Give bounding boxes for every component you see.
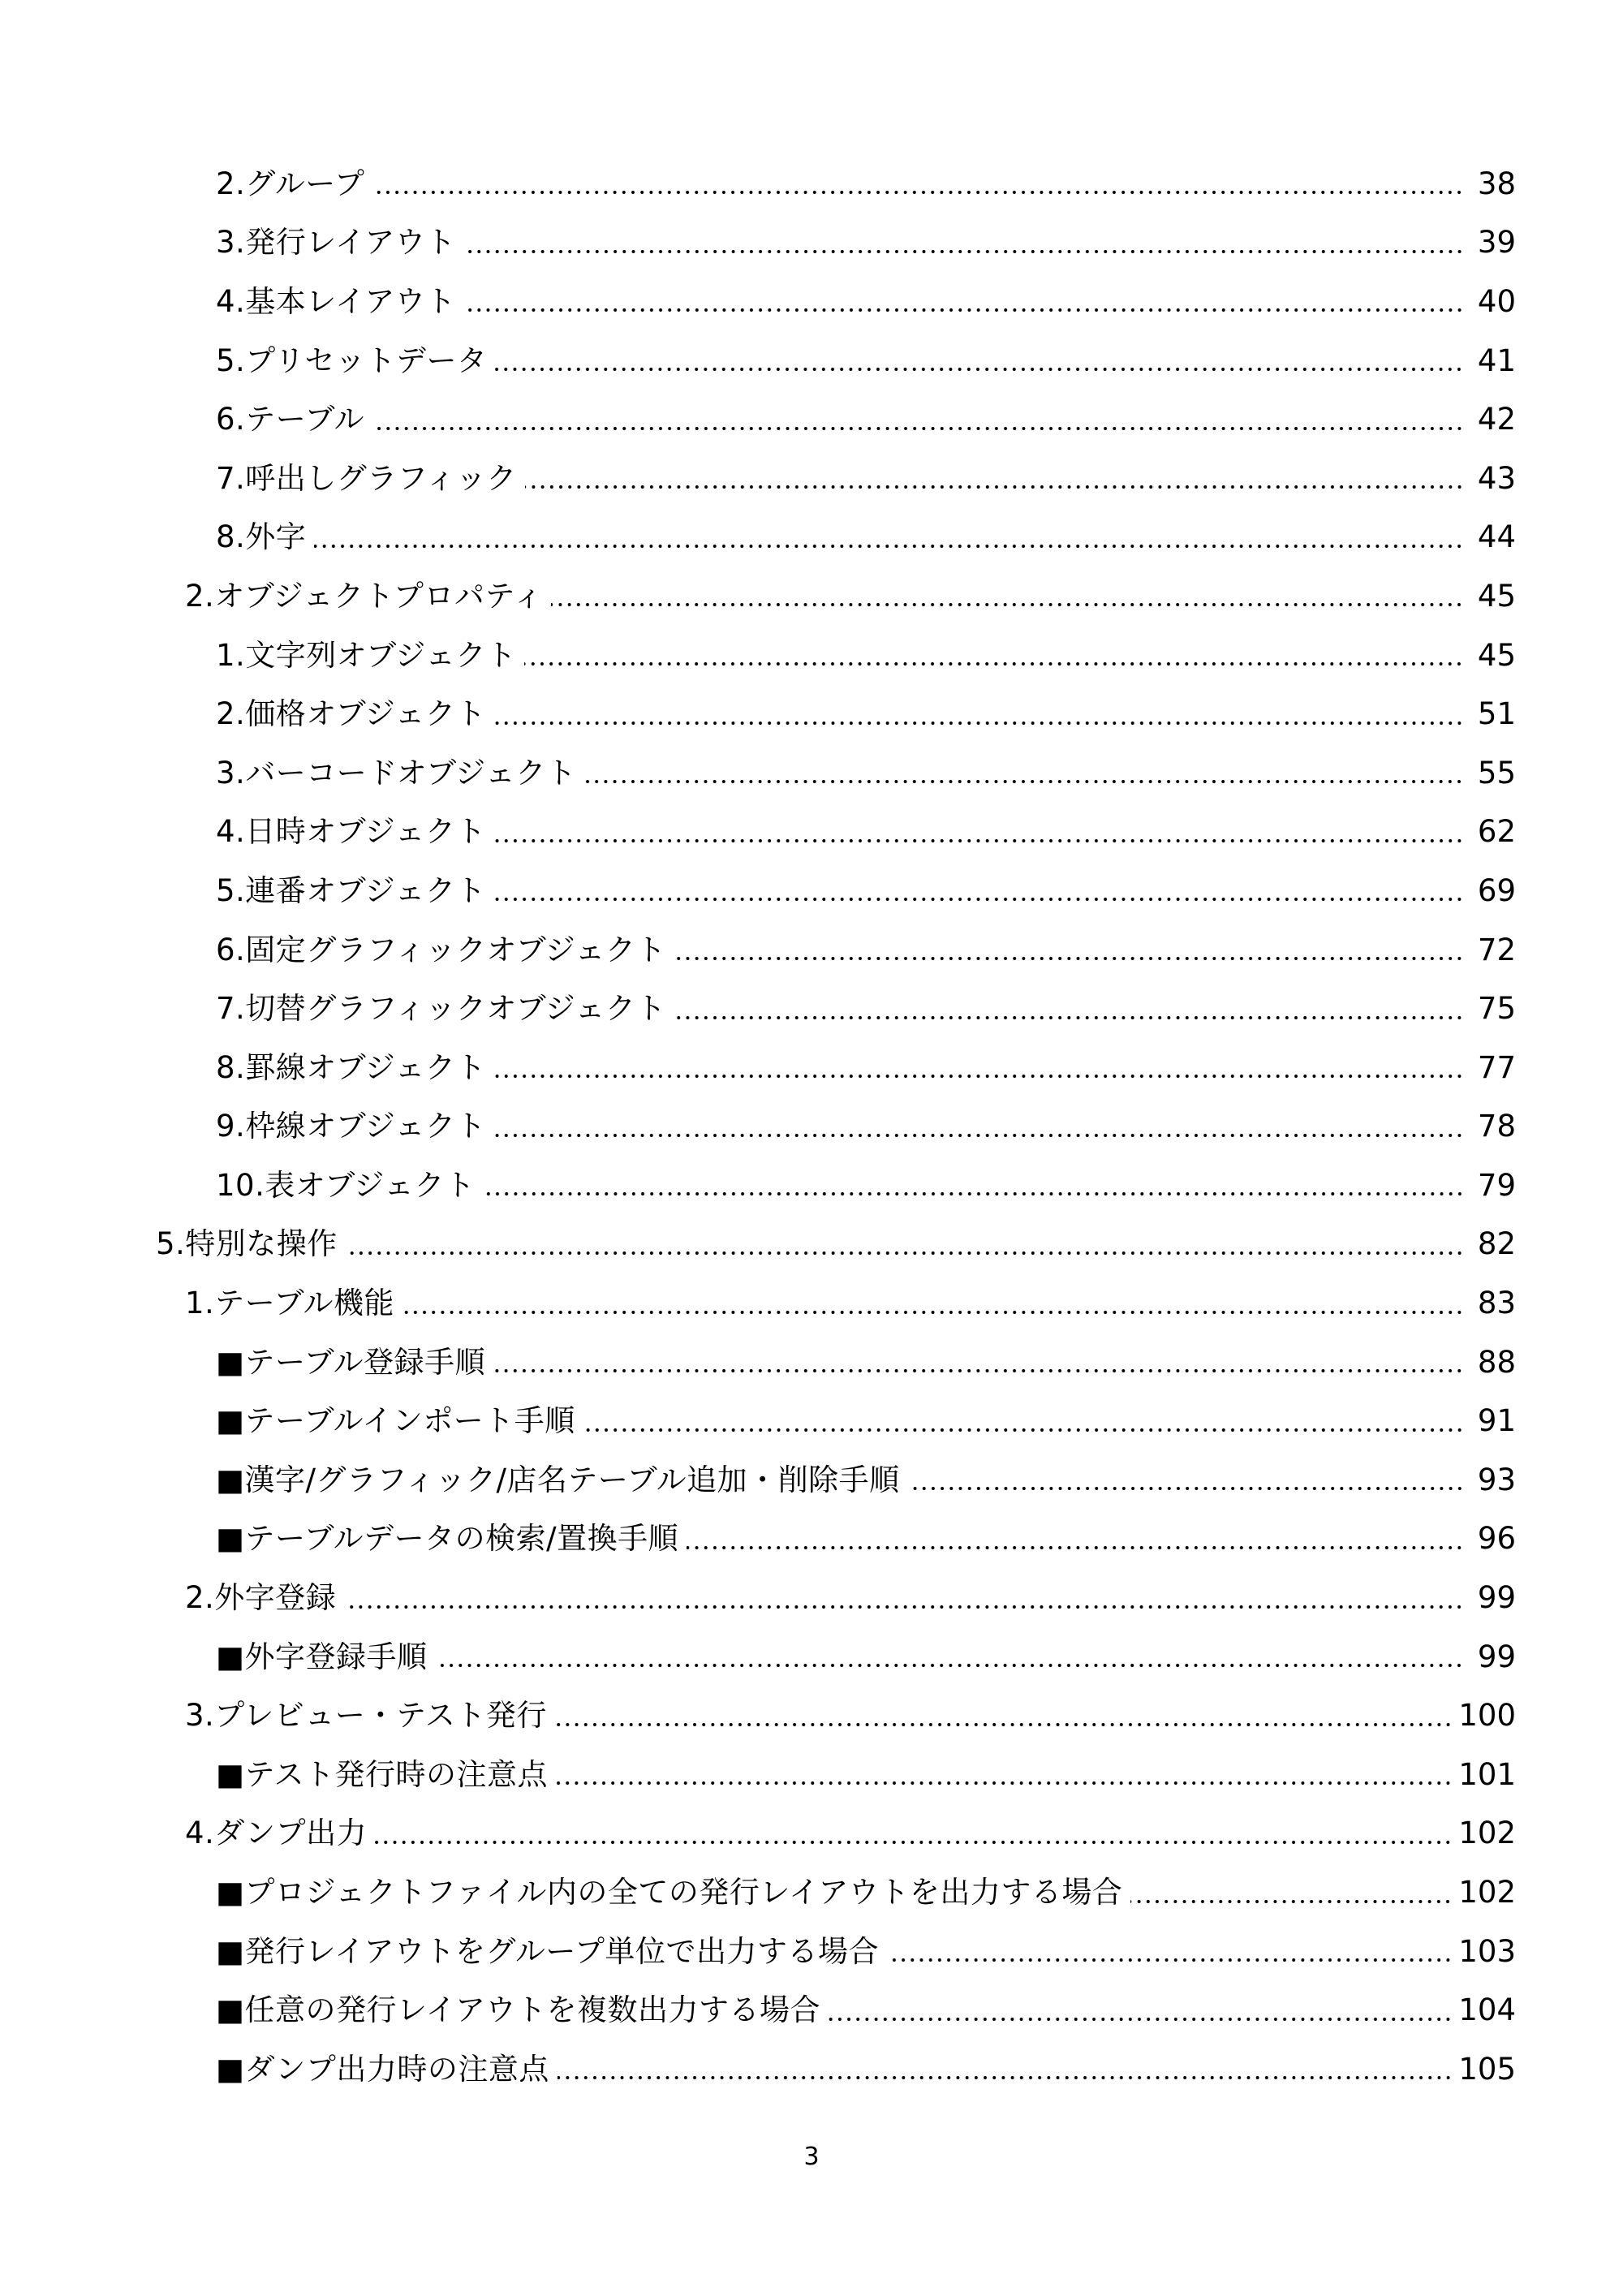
toc-entry-page: 75: [1477, 991, 1516, 1027]
toc-entry-page: 42: [1477, 402, 1516, 437]
toc-entry-page: 99: [1477, 1580, 1516, 1616]
toc-entry-page: 55: [1477, 755, 1516, 790]
toc-entry[interactable]: [0, 1686, 1623, 1745]
toc-entry[interactable]: [0, 2040, 1623, 2099]
toc-entry[interactable]: [0, 272, 1623, 331]
toc-entry-title: 5.特別な操作: [156, 1226, 338, 1262]
toc-entry-title: 5.プリセットデータ: [216, 342, 488, 378]
toc-entry-title: 3.バーコードオブジェクト: [216, 755, 577, 790]
toc-entry-page: 88: [1477, 1344, 1516, 1380]
toc-entry-title: ■外字登録手順: [216, 1639, 428, 1674]
toc-entry[interactable]: [0, 1156, 1623, 1215]
toc-entry[interactable]: [0, 979, 1623, 1038]
toc-entry[interactable]: [0, 1510, 1623, 1569]
toc-entry[interactable]: [0, 626, 1623, 685]
dot-leader: [525, 485, 1464, 489]
toc-entry[interactable]: [0, 1215, 1623, 1274]
toc-entry-page: 93: [1477, 1462, 1516, 1497]
toc-entry[interactable]: [0, 861, 1623, 920]
dot-leader: [484, 1192, 1464, 1195]
toc-entry-page: 102: [1458, 1875, 1516, 1910]
toc-entry[interactable]: [0, 1568, 1623, 1627]
toc-entry[interactable]: [0, 743, 1623, 803]
toc-entry-page: 105: [1458, 2051, 1516, 2087]
toc-entry-title: 4.ダンプ出力: [185, 1816, 368, 1851]
dot-leader: [403, 1311, 1464, 1314]
toc-entry-title: 3.プレビュー・テスト発行: [185, 1698, 547, 1734]
dot-leader: [551, 603, 1464, 606]
toc-entry-title: 6.固定グラフィックオブジェクト: [216, 932, 667, 967]
toc-entry-title: 8.外字: [216, 519, 307, 555]
toc-entry-page: 62: [1477, 814, 1516, 850]
toc-entry[interactable]: [0, 1097, 1623, 1157]
toc-entry[interactable]: [0, 1922, 1623, 1981]
toc-entry-page: 99: [1477, 1639, 1516, 1674]
dot-leader: [344, 1605, 1464, 1609]
dot-leader: [887, 1958, 1453, 1962]
dot-leader: [372, 427, 1464, 430]
dot-leader: [583, 1428, 1464, 1432]
toc-entry-title: 1.文字列オブジェクト: [216, 637, 517, 673]
toc-entry-title: 2.価格オブジェクト: [216, 696, 486, 732]
toc-entry-page: 83: [1477, 1286, 1516, 1321]
toc-entry-page: 51: [1477, 696, 1516, 732]
toc-entry-page: 100: [1458, 1698, 1516, 1734]
dot-leader: [493, 1369, 1464, 1372]
dot-leader: [494, 839, 1464, 842]
toc-entry-title: ■テーブル登録手順: [216, 1344, 486, 1380]
dot-leader: [346, 1251, 1464, 1255]
toc-entry-title: 10.表オブジェクト: [216, 1167, 476, 1203]
toc-entry[interactable]: [0, 920, 1623, 980]
toc-entry[interactable]: [0, 449, 1623, 508]
toc-entry[interactable]: [0, 566, 1623, 626]
toc-entry-title: 1.テーブル機能: [185, 1286, 394, 1321]
toc-entry-title: ■ダンプ出力時の注意点: [216, 2051, 549, 2087]
dot-leader: [494, 1075, 1464, 1078]
toc-entry-title: ■テスト発行時の注意点: [216, 1756, 548, 1792]
toc-entry-page: 45: [1477, 578, 1516, 614]
toc-entry-page: 103: [1458, 1933, 1516, 1969]
toc-entry[interactable]: [0, 331, 1623, 390]
toc-entry-title: 2.グループ: [216, 166, 365, 201]
dot-leader: [314, 545, 1464, 548]
toc-entry-title: 7.呼出しグラフィック: [216, 460, 517, 496]
toc-entry-title: 3.発行レイアウト: [216, 225, 456, 261]
toc-entry-title: 5.連番オブジェクト: [216, 872, 486, 908]
dot-leader: [584, 780, 1464, 783]
toc-entry-page: 38: [1477, 166, 1516, 201]
table-of-contents: [0, 154, 1623, 2099]
toc-entry-page: 45: [1477, 637, 1516, 673]
toc-entry-page: 101: [1458, 1756, 1516, 1792]
toc-entry[interactable]: [0, 684, 1623, 743]
toc-entry-page: 40: [1477, 283, 1516, 319]
toc-entry[interactable]: [0, 1804, 1623, 1863]
dot-leader: [674, 957, 1464, 960]
toc-entry[interactable]: [0, 1333, 1623, 1392]
toc-entry[interactable]: [0, 1627, 1623, 1686]
toc-entry-title: 9.枠線オブジェクト: [216, 1109, 486, 1144]
toc-entry[interactable]: [0, 803, 1623, 862]
toc-entry[interactable]: [0, 508, 1623, 567]
dot-leader: [494, 1134, 1464, 1137]
toc-entry-title: 7.切替グラフィックオブジェクト: [216, 991, 667, 1027]
toc-entry-page: 79: [1477, 1167, 1516, 1203]
dot-leader: [494, 898, 1464, 901]
toc-entry-page: 96: [1477, 1521, 1516, 1557]
toc-entry-title: 4.基本レイアウト: [216, 283, 456, 319]
toc-entry[interactable]: [0, 1745, 1623, 1804]
dot-leader: [556, 1781, 1453, 1785]
dot-leader: [1130, 1900, 1453, 1903]
dot-leader: [375, 1841, 1453, 1844]
dot-leader: [558, 2076, 1453, 2079]
toc-entry-title: ■漢字/グラフィック/店名テーブル追加・削除手順: [216, 1462, 900, 1497]
toc-entry-page: 69: [1477, 872, 1516, 908]
dot-leader: [495, 368, 1464, 371]
toc-entry[interactable]: [0, 213, 1623, 273]
toc-entry-page: 39: [1477, 225, 1516, 261]
dot-leader: [687, 1546, 1464, 1549]
toc-entry-page: 44: [1477, 519, 1516, 555]
dot-leader: [524, 662, 1464, 666]
toc-entry-page: 78: [1477, 1109, 1516, 1144]
dot-leader: [829, 2018, 1453, 2021]
toc-entry[interactable]: [0, 1038, 1623, 1097]
toc-entry-page: 72: [1477, 932, 1516, 967]
toc-entry-title: ■テーブルインポート手順: [216, 1403, 575, 1439]
toc-entry-title: ■任意の発行レイアウトを複数出力する場合: [216, 1992, 820, 2028]
toc-entry-title: 6.テーブル: [216, 402, 364, 437]
dot-leader: [674, 1016, 1464, 1019]
dot-leader: [464, 250, 1464, 253]
toc-entry-title: 2.外字登録: [185, 1580, 337, 1616]
dot-leader: [372, 191, 1464, 194]
toc-entry-page: 91: [1477, 1403, 1516, 1439]
toc-entry[interactable]: [0, 1980, 1623, 2040]
toc-entry[interactable]: [0, 1863, 1623, 1922]
toc-entry-page: 77: [1477, 1049, 1516, 1085]
toc-entry-title: ■発行レイアウトをグループ単位で出力する場合: [216, 1933, 880, 1969]
toc-entry-title: 2.オブジェクトプロパティ: [185, 578, 544, 614]
toc-entry-title: ■プロジェクトファイル内の全ての発行レイアウトを出力する場合: [216, 1875, 1123, 1910]
toc-entry[interactable]: [0, 1450, 1623, 1510]
toc-entry-page: 102: [1458, 1816, 1516, 1851]
toc-entry-page: 41: [1477, 342, 1516, 378]
dot-leader: [464, 308, 1464, 312]
toc-entry[interactable]: [0, 154, 1623, 213]
dot-leader: [555, 1723, 1453, 1726]
dot-leader: [908, 1487, 1464, 1490]
toc-entry-page: 43: [1477, 460, 1516, 496]
toc-entry-title: 8.罫線オブジェクト: [216, 1049, 486, 1085]
page-number: 3: [803, 2143, 820, 2171]
toc-entry-page: 104: [1458, 1992, 1516, 2028]
toc-entry[interactable]: [0, 1391, 1623, 1450]
dot-leader: [435, 1664, 1464, 1667]
toc-entry-title: 4.日時オブジェクト: [216, 814, 486, 850]
toc-entry[interactable]: [0, 390, 1623, 449]
toc-entry-page: 82: [1477, 1226, 1516, 1262]
dot-leader: [494, 722, 1464, 725]
toc-entry-title: ■テーブルデータの検索/置換手順: [216, 1521, 679, 1557]
toc-entry[interactable]: [0, 1273, 1623, 1333]
